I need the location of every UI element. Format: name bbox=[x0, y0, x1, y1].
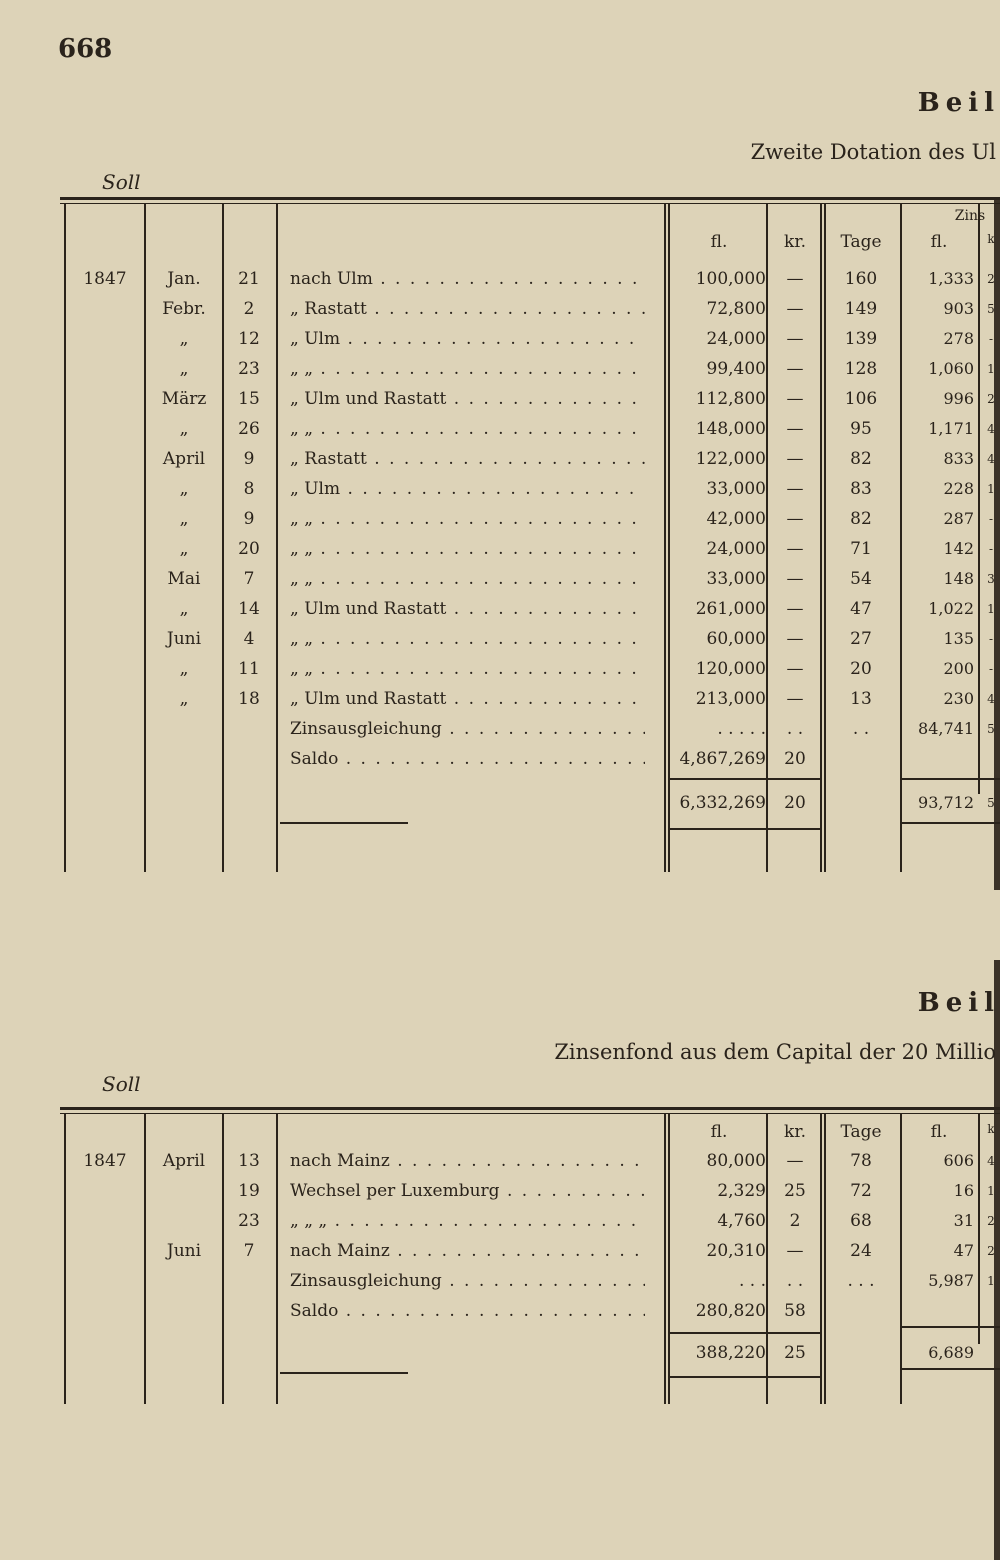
table-row bbox=[0, 1296, 1000, 1326]
cell-tage: 149 bbox=[844, 299, 878, 319]
cell-month: März bbox=[161, 389, 207, 409]
cell-desc: „ Rastatt . . . bbox=[290, 444, 645, 474]
cell-desc: Saldo . . . bbox=[290, 1296, 645, 1326]
cell-fl: 20,310 bbox=[706, 1241, 766, 1261]
cell-day: 15 bbox=[238, 389, 260, 409]
cell-day: 23 bbox=[238, 359, 260, 379]
cell-kr: — bbox=[786, 359, 804, 379]
cell-desc: „ „ . . . bbox=[290, 414, 645, 444]
cell-fl: 261,000 bbox=[695, 599, 766, 619]
table-row bbox=[0, 474, 1000, 504]
cell-fl: 60,000 bbox=[706, 629, 766, 649]
cell-last: 4 bbox=[987, 692, 995, 706]
cell-year: 1847 bbox=[83, 1151, 127, 1171]
cell-last: 3 bbox=[987, 572, 995, 586]
cell-kr: — bbox=[786, 299, 804, 319]
cell-month: „ bbox=[179, 479, 189, 499]
cell-tage: 95 bbox=[850, 419, 872, 439]
cell-day: 7 bbox=[243, 569, 255, 589]
cell-month: Juni bbox=[166, 1241, 202, 1261]
cell-last: - bbox=[988, 332, 994, 346]
cell-kr: — bbox=[786, 329, 804, 349]
cell-fl: 122,000 bbox=[695, 449, 766, 469]
cell-last: - bbox=[988, 542, 994, 556]
cell-tage: 24 bbox=[850, 1241, 872, 1261]
cell-fl: . . . bbox=[738, 1271, 766, 1291]
cell-tage: 27 bbox=[850, 629, 872, 649]
cell-kr: — bbox=[786, 479, 804, 499]
table-row bbox=[0, 1146, 1000, 1176]
table-row bbox=[0, 594, 1000, 624]
table-row bbox=[0, 714, 1000, 744]
cell-month: April bbox=[162, 1151, 206, 1171]
cell-desc: nach Ulm . . . bbox=[290, 264, 645, 294]
table1-header-fl: fl. bbox=[710, 232, 728, 252]
cell-desc: Zinsausgleichung . . . bbox=[290, 1266, 645, 1296]
table2-subtitle: Zinsenfond aus dem Capital der 20 Millio bbox=[554, 1040, 996, 1064]
cell-month: „ bbox=[179, 659, 189, 679]
cell-kr: — bbox=[786, 419, 804, 439]
table1-header-zins: Zins bbox=[954, 208, 986, 224]
table-row bbox=[0, 1206, 1000, 1236]
cell-fl: 148,000 bbox=[695, 419, 766, 439]
cell-desc: nach Mainz . . . bbox=[290, 1236, 645, 1266]
cell-day: 9 bbox=[243, 449, 255, 469]
cell-last: 4 bbox=[987, 452, 995, 466]
cell-zins-fl: 84,741 bbox=[918, 719, 974, 738]
cell-tage: 160 bbox=[844, 269, 878, 289]
cell-last: - bbox=[988, 662, 994, 676]
total-fl: 6,332,269 bbox=[679, 793, 766, 813]
cell-last: 2 bbox=[987, 1214, 995, 1228]
cell-last: 2 bbox=[987, 1244, 995, 1258]
cell-desc: „ Ulm und Rastatt . . . bbox=[290, 684, 645, 714]
cell-tage: 78 bbox=[850, 1151, 872, 1171]
cell-tage: 13 bbox=[850, 689, 872, 709]
cell-year: 1847 bbox=[83, 269, 127, 289]
cell-fl: 4,760 bbox=[717, 1211, 766, 1231]
cell-desc: „ „ . . . bbox=[290, 624, 645, 654]
cell-kr: — bbox=[786, 569, 804, 589]
cell-tage: . . . bbox=[847, 1271, 875, 1291]
cell-last: 5 bbox=[987, 722, 995, 736]
table-row bbox=[0, 1266, 1000, 1296]
cell-zins-fl: 1,171 bbox=[928, 419, 974, 438]
cell-zins-fl: 278 bbox=[943, 329, 974, 348]
cell-zins-fl: 1,333 bbox=[928, 269, 974, 288]
cell-fl: . . . . . bbox=[717, 719, 766, 739]
cell-month: Febr. bbox=[162, 299, 206, 319]
cell-kr: — bbox=[786, 659, 804, 679]
table-row bbox=[0, 534, 1000, 564]
cell-kr: 25 bbox=[784, 1181, 806, 1201]
cell-desc: „ Ulm und Rastatt . . . bbox=[290, 384, 645, 414]
table1-total-row bbox=[0, 788, 1000, 818]
cell-fl: 100,000 bbox=[695, 269, 766, 289]
cell-desc: „ „ . . . bbox=[290, 654, 645, 684]
table-row bbox=[0, 744, 1000, 774]
table1-header-zins-fl: fl. bbox=[930, 232, 948, 252]
cell-desc: „ „ . . . bbox=[290, 534, 645, 564]
cell-day: 18 bbox=[238, 689, 260, 709]
cell-day: 2 bbox=[243, 299, 255, 319]
cell-kr: 20 bbox=[784, 749, 806, 769]
cell-desc: „ „ . . . bbox=[290, 504, 645, 534]
total-last: 5 bbox=[987, 796, 995, 810]
page-number: 668 bbox=[58, 34, 113, 64]
table2-header-kr: kr. bbox=[784, 1122, 806, 1142]
table1-soll-label: Soll bbox=[102, 170, 141, 194]
cell-fl: 4,867,269 bbox=[679, 749, 766, 769]
cell-day: 7 bbox=[243, 1241, 255, 1261]
cell-last: 2 bbox=[987, 272, 995, 286]
table2-soll-label: Soll bbox=[102, 1072, 141, 1096]
cell-tage: 54 bbox=[850, 569, 872, 589]
table-row bbox=[0, 414, 1000, 444]
cell-kr: . . bbox=[786, 719, 804, 739]
cell-kr: . . bbox=[786, 1271, 804, 1291]
cell-zins-fl: 903 bbox=[943, 299, 974, 318]
cell-desc: nach Mainz . . . bbox=[290, 1146, 645, 1176]
cell-day: 8 bbox=[243, 479, 255, 499]
cell-fl: 213,000 bbox=[695, 689, 766, 709]
table1-heading: Beil bbox=[917, 88, 1000, 118]
cell-kr: 58 bbox=[784, 1301, 806, 1321]
cell-zins-fl: 230 bbox=[943, 689, 974, 708]
cell-last: - bbox=[988, 512, 994, 526]
cell-tage: 47 bbox=[850, 599, 872, 619]
cell-zins-fl: 606 bbox=[943, 1151, 974, 1170]
cell-zins-fl: 996 bbox=[943, 389, 974, 408]
table-row bbox=[0, 684, 1000, 714]
cell-last: 1 bbox=[987, 482, 995, 496]
cell-month: April bbox=[162, 449, 206, 469]
table2-header-tage: Tage bbox=[840, 1122, 882, 1142]
cell-last: - bbox=[988, 632, 994, 646]
cell-kr: — bbox=[786, 1241, 804, 1261]
cell-zins-fl: 31 bbox=[953, 1211, 974, 1230]
cell-tage: 68 bbox=[850, 1211, 872, 1231]
cell-tage: 106 bbox=[844, 389, 878, 409]
table-row bbox=[0, 1236, 1000, 1266]
cell-month: „ bbox=[179, 599, 189, 619]
table2-header-fl: fl. bbox=[710, 1122, 728, 1142]
cell-desc: Wechsel per Luxemburg . . . bbox=[290, 1176, 645, 1206]
cell-day: 12 bbox=[238, 329, 260, 349]
cell-day: 9 bbox=[243, 509, 255, 529]
cell-tage: 82 bbox=[850, 509, 872, 529]
cell-last: 2 bbox=[987, 392, 995, 406]
table2-header-zins-fl: fl. bbox=[930, 1122, 948, 1142]
table2-total-row bbox=[0, 1338, 1000, 1368]
table-row bbox=[0, 444, 1000, 474]
cell-last: 1 bbox=[987, 602, 995, 616]
cell-zins-fl: 228 bbox=[943, 479, 974, 498]
cell-month: „ bbox=[179, 419, 189, 439]
total-zins-fl: 93,712 bbox=[918, 793, 974, 812]
cell-fl: 280,820 bbox=[695, 1301, 766, 1321]
cell-zins-fl: 148 bbox=[943, 569, 974, 588]
table1-header-last: k bbox=[987, 232, 995, 246]
cell-fl: 80,000 bbox=[706, 1151, 766, 1171]
table-row bbox=[0, 504, 1000, 534]
cell-day: 19 bbox=[238, 1181, 260, 1201]
cell-fl: 112,800 bbox=[695, 389, 766, 409]
cell-kr: — bbox=[786, 449, 804, 469]
cell-month: „ bbox=[179, 359, 189, 379]
cell-zins-fl: 1,060 bbox=[928, 359, 974, 378]
cell-day: 13 bbox=[238, 1151, 260, 1171]
cell-fl: 72,800 bbox=[706, 299, 766, 319]
table1-header-kr: kr. bbox=[784, 232, 806, 252]
table-row bbox=[0, 264, 1000, 294]
cell-desc: „ „ . . . bbox=[290, 564, 645, 594]
cell-kr: — bbox=[786, 629, 804, 649]
cell-zins-fl: 287 bbox=[943, 509, 974, 528]
cell-kr: — bbox=[786, 1151, 804, 1171]
cell-desc: „ Ulm . . . bbox=[290, 324, 645, 354]
cell-kr: — bbox=[786, 689, 804, 709]
cell-kr: — bbox=[786, 389, 804, 409]
table-row bbox=[0, 564, 1000, 594]
cell-zins-fl: 1,022 bbox=[928, 599, 974, 618]
cell-kr: — bbox=[786, 599, 804, 619]
cell-fl: 99,400 bbox=[706, 359, 766, 379]
total-zins-fl: 6,689 bbox=[928, 1343, 974, 1362]
cell-day: 4 bbox=[243, 629, 255, 649]
cell-tage: 139 bbox=[844, 329, 878, 349]
cell-day: 23 bbox=[238, 1211, 260, 1231]
cell-fl: 2,329 bbox=[717, 1181, 766, 1201]
table-row bbox=[0, 294, 1000, 324]
cell-month: Jan. bbox=[167, 269, 201, 289]
cell-month: „ bbox=[179, 689, 189, 709]
cell-kr: — bbox=[786, 509, 804, 529]
cell-day: 11 bbox=[238, 659, 260, 679]
table-row bbox=[0, 624, 1000, 654]
cell-last: 5 bbox=[987, 302, 995, 316]
cell-day: 26 bbox=[238, 419, 260, 439]
cell-zins-fl: 16 bbox=[953, 1181, 974, 1200]
cell-tage: 72 bbox=[850, 1181, 872, 1201]
table-row bbox=[0, 1176, 1000, 1206]
cell-last: 1 bbox=[987, 1274, 995, 1288]
cell-desc: Saldo . . . bbox=[290, 744, 645, 774]
cell-fl: 33,000 bbox=[706, 479, 766, 499]
table-row bbox=[0, 384, 1000, 414]
cell-fl: 33,000 bbox=[706, 569, 766, 589]
cell-month: „ bbox=[179, 509, 189, 529]
total-kr: 20 bbox=[784, 793, 806, 813]
table1-subtitle: Zweite Dotation des Ul bbox=[750, 140, 996, 164]
cell-fl: 42,000 bbox=[706, 509, 766, 529]
cell-kr: — bbox=[786, 539, 804, 559]
cell-zins-fl: 47 bbox=[953, 1241, 974, 1260]
cell-day: 21 bbox=[238, 269, 260, 289]
cell-fl: 120,000 bbox=[695, 659, 766, 679]
cell-tage: 20 bbox=[850, 659, 872, 679]
cell-zins-fl: 200 bbox=[943, 659, 974, 678]
cell-desc: Zinsausgleichung . . . bbox=[290, 714, 645, 744]
cell-month: „ bbox=[179, 539, 189, 559]
cell-tage: 71 bbox=[850, 539, 872, 559]
cell-month: Juni bbox=[166, 629, 202, 649]
table-row bbox=[0, 324, 1000, 354]
cell-desc: „ „ „ . . . bbox=[290, 1206, 645, 1236]
cell-tage: 128 bbox=[844, 359, 878, 379]
cell-desc: „ Rastatt . . . bbox=[290, 294, 645, 324]
cell-desc: „ Ulm . . . bbox=[290, 474, 645, 504]
cell-day: 20 bbox=[238, 539, 260, 559]
cell-zins-fl: 135 bbox=[943, 629, 974, 648]
cell-fl: 24,000 bbox=[706, 539, 766, 559]
cell-desc: „ „ . . . bbox=[290, 354, 645, 384]
table-row bbox=[0, 354, 1000, 384]
cell-zins-fl: 5,987 bbox=[928, 1271, 974, 1290]
cell-zins-fl: 142 bbox=[943, 539, 974, 558]
cell-day: 14 bbox=[238, 599, 260, 619]
table2-heading: Beil bbox=[917, 988, 1000, 1018]
cell-desc: „ Ulm und Rastatt . . . bbox=[290, 594, 645, 624]
total-kr: 25 bbox=[784, 1343, 806, 1363]
cell-last: 4 bbox=[987, 1154, 995, 1168]
table-row bbox=[0, 654, 1000, 684]
cell-month: Mai bbox=[167, 569, 201, 589]
cell-fl: 24,000 bbox=[706, 329, 766, 349]
cell-last: 4 bbox=[987, 422, 995, 436]
cell-zins-fl: 833 bbox=[943, 449, 974, 468]
cell-month: „ bbox=[179, 329, 189, 349]
table1-header-tage: Tage bbox=[840, 232, 882, 252]
cell-tage: 82 bbox=[850, 449, 872, 469]
cell-kr: 2 bbox=[789, 1211, 801, 1231]
cell-kr: — bbox=[786, 269, 804, 289]
table2-header-last: k bbox=[987, 1122, 995, 1136]
cell-tage: . . bbox=[852, 719, 870, 739]
cell-tage: 83 bbox=[850, 479, 872, 499]
cell-last: 1 bbox=[987, 362, 995, 376]
cell-last: 1 bbox=[987, 1184, 995, 1198]
total-fl: 388,220 bbox=[695, 1343, 766, 1363]
